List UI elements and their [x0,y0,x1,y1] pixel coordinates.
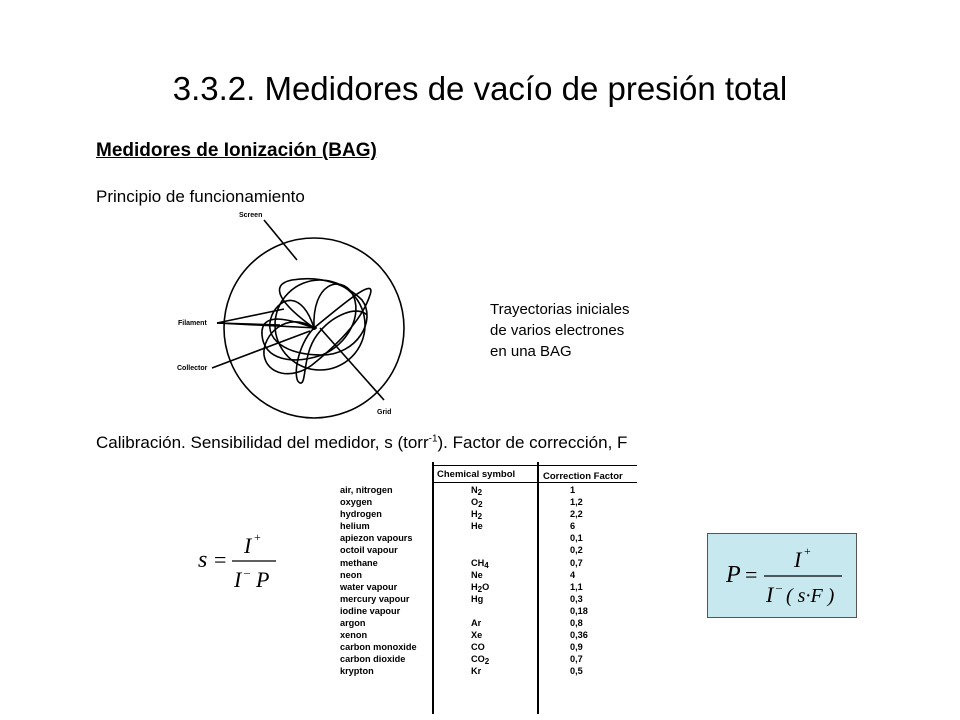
correction-factor: 0,3 [570,593,583,604]
correction-factor: 0,18 [570,605,588,616]
table-row [338,605,643,617]
chemical-symbol-subscript: 2 [477,488,483,497]
calibration-text-after: ). Factor de corrección, F [437,433,628,452]
gas-name: methane [340,557,378,568]
correction-factor: 1 [570,485,576,495]
correction-factor: 0,8 [570,618,583,629]
principle-label: Principio de funcionamiento [96,187,305,206]
chemical-symbol-main: Hg [471,593,484,604]
sensitivity-formula [196,525,286,595]
gas-name: helium [340,521,370,532]
table-row [338,508,643,520]
gas-name: oxygen [340,497,373,508]
correction-factor: 4 [570,569,576,580]
formula-p-denominator-sup: – [776,580,782,594]
formula-s-numerator: I [244,533,252,558]
gas-name: octoil vapour [340,545,398,556]
chemical-symbol-subscript: 4 [484,560,489,570]
chemical-symbol-tail: O [482,581,490,592]
chemical-symbol-subscript: 2 [478,500,483,510]
pressure-formula [708,534,858,619]
chemical-symbol-main: Xe [471,630,483,641]
grid-circle [275,280,365,370]
pressure-formula-box [707,533,857,618]
trajectory-4 [262,284,356,360]
gas-name: xenon [340,630,368,641]
formula-s-denominator-p: P [256,567,270,592]
table-row [338,665,643,677]
table-row [338,557,643,569]
chemical-symbol-main: Ar [471,618,482,629]
chemical-symbol-subscript: 2 [477,512,483,522]
gas-name: neon [340,569,362,580]
chemical-symbol-main: Kr [471,666,482,677]
table-row [338,617,643,629]
table-row [338,496,643,508]
caption-line-2: de varios electrones [490,322,625,339]
grid-label: Grid [377,409,392,416]
correction-factor: 1,1 [570,581,583,592]
bag-trajectory-diagram [172,205,412,425]
chemical-symbol-main: Ne [471,569,483,580]
caption-line-3: en una BAG [490,343,572,360]
calibration-superscript: -1 [428,433,438,445]
gas-name: hydrogen [340,509,382,520]
chemical-symbol-main: He [471,521,483,532]
screen-label: Screen [239,212,263,219]
collector-label: Collector [177,365,208,372]
formula-p-denominator-i: I [766,582,774,607]
chemical-symbol-subscript: 2 [477,584,483,594]
correction-factor: 6 [570,521,576,532]
gas-name: carbon monoxide [340,642,417,653]
table-row [338,532,643,544]
chemical-symbol-main: O [471,497,479,508]
caption-line-1: Trayectorias iniciales [490,301,630,318]
chemical-symbol [471,665,481,680]
trajectory-1 [270,279,367,355]
diagram-caption [490,299,630,362]
formula-s-numerator-sup: + [254,530,261,544]
gas-name: apiezon vapours [340,533,413,544]
formula-s-denominator-sup: – [244,565,250,579]
correction-factor: 0,36 [570,630,588,641]
chemical-symbol-main: H [471,581,478,592]
correction-factor: 0,9 [570,642,583,653]
slide-title: 3.3.2. Medidores de vacío de presión total [172,70,788,107]
formula-p-denominator-rest: ( s·F ) [786,585,835,607]
formula-s-lhs: s [198,547,208,573]
table-row [338,641,643,653]
formula-s-equals: = [214,547,227,572]
section-subtitle: Medidores de Ionización (BAG) [96,140,377,161]
correction-factor: 1,2 [570,497,583,508]
gas-name: carbon dioxide [340,654,406,665]
chemical-symbol-main: CO [471,654,485,665]
table-row [338,569,643,581]
header-correction-factor: Correction Factor [543,471,623,482]
gas-name: argon [340,618,366,629]
correction-factor: 0,1 [570,533,583,544]
chemical-symbol-main: H [471,509,478,520]
table-row [338,653,643,665]
filament-label: Filament [178,320,207,327]
calibration-text-before: Calibración. Sensibilidad del medidor, s (torr [96,433,429,452]
calibration-text [96,433,627,453]
formula-p-lhs: P [726,562,741,588]
gas-name: iodine vapour [340,605,401,616]
gas-name: water vapour [340,581,398,592]
correction-factor: 2,2 [570,509,583,520]
table-row [338,544,643,556]
formula-p-equals: = [745,562,758,587]
chemical-symbol-main: CO [471,642,485,653]
table-body [338,484,643,678]
correction-factor: 0,5 [570,666,583,677]
correction-factor: 0,2 [570,545,583,556]
correction-factor-table [338,462,643,714]
table-row [338,581,643,593]
table-row [338,484,643,496]
header-chemical-symbol: Chemical symbol [437,469,516,480]
formula-p-numerator: I [794,547,802,572]
correction-factor: 0,7 [570,654,583,665]
gas-name: krypton [340,666,374,677]
formula-p-numerator-sup: + [804,544,811,558]
gas-name: air, nitrogen [340,485,393,495]
formula-s-denominator-i: I [234,567,242,592]
chemical-symbol-main: N [471,485,478,495]
table-row [338,520,643,532]
chemical-symbol-main: CH [471,557,485,568]
table-row [338,593,643,605]
gas-name: mercury vapour [340,593,410,604]
chemical-symbol-subscript: 2 [484,657,490,667]
correction-factor: 0,7 [570,557,583,568]
table-row [338,629,643,641]
